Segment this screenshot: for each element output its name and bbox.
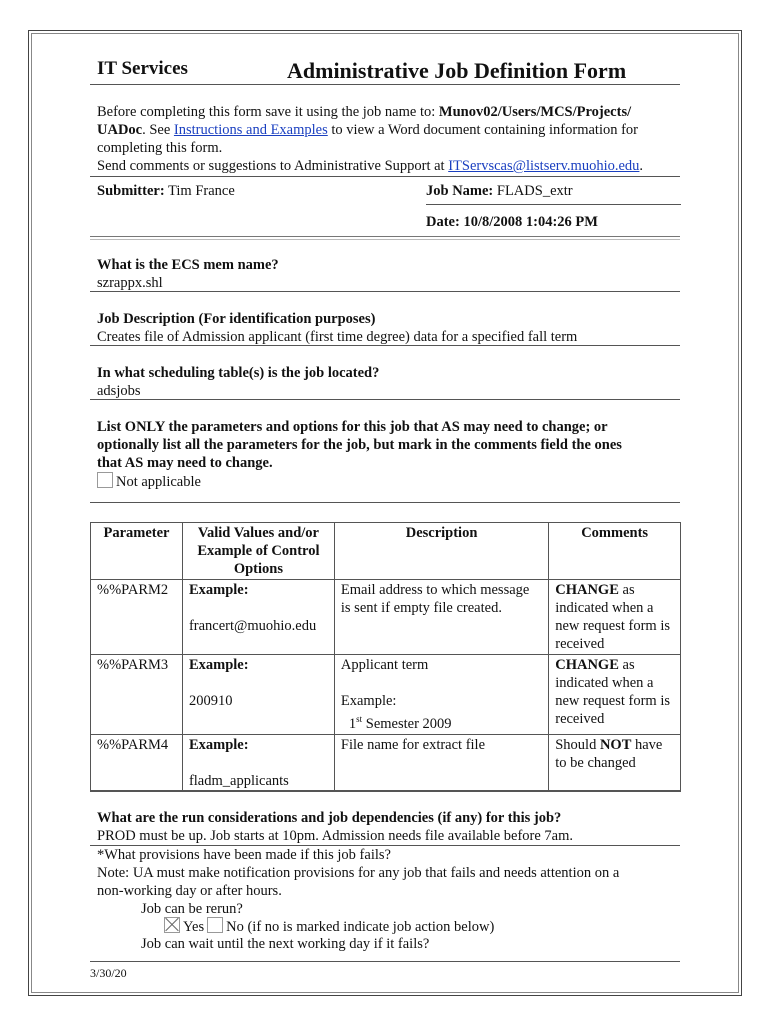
desc-question: Job Description (For identification purposes) — [97, 311, 376, 327]
col-header-comments: Comments — [549, 523, 681, 580]
param-cell[interactable]: %%PARM3 — [91, 655, 183, 735]
support-email-link[interactable]: ITServscas@listserv.muohio.edu — [448, 158, 640, 174]
not-applicable-option: Not applicable — [97, 472, 201, 491]
description-cell[interactable]: Email address to which message is sent if empty file created. — [334, 580, 548, 655]
col-header-parameter: Parameter — [91, 523, 183, 580]
params-divider — [90, 502, 680, 503]
sched-divider — [90, 399, 680, 400]
not-applicable-checkbox[interactable] — [97, 472, 113, 488]
ecs-question: What is the ECS mem name? — [97, 257, 279, 273]
header-divider — [90, 84, 680, 85]
table-row — [91, 655, 681, 735]
table-bottom-divider — [90, 790, 680, 791]
rerun-options: Yes No (if no is marked indicate job action below) — [164, 917, 494, 936]
instructions-link[interactable]: Instructions and Examples — [173, 122, 328, 138]
wait-question: Job can wait until the next working day if it fails? — [141, 936, 430, 952]
submitter: Submitter: Tim France — [97, 183, 235, 199]
run-question: What are the run considerations and job dependencies (if any) for this job? — [97, 810, 562, 826]
rerun-question: Job can be rerun? — [141, 901, 243, 917]
intro-line-3: completing this form. — [97, 140, 223, 156]
params-intro-1: List ONLY the parameters and options for this job that AS may need to change; or — [97, 419, 608, 435]
example-cell[interactable]: Example: 200910 — [182, 655, 334, 735]
params-intro-2: optionally list all the parameters for the job, but mark in the comments field the ones — [97, 437, 622, 453]
description-cell[interactable]: File name for extract file — [334, 734, 548, 791]
form-title: Administrative Job Definition Form — [287, 58, 627, 83]
comments-cell[interactable]: Should NOT have to be changed — [549, 734, 681, 791]
provisions-question: *What provisions have been made if this job fails? — [97, 847, 391, 863]
desc-divider — [90, 345, 680, 346]
footer-date: 3/30/20 — [90, 966, 127, 980]
note-line-2: non-working day or after hours. — [97, 883, 282, 899]
job-name: Job Name: FLADS_extr — [426, 183, 573, 199]
table-row — [91, 580, 681, 655]
job-name-value[interactable]: FLADS_extr — [493, 183, 573, 199]
sched-answer[interactable]: adsjobs — [97, 383, 141, 399]
intro-line-2: UADoc. See Instructions and Examples to view a Word document containing information for — [97, 122, 639, 138]
rerun-no-checkbox[interactable] — [207, 917, 223, 933]
example-cell[interactable]: Example: francert@muohio.edu — [182, 580, 334, 655]
desc-answer[interactable]: Creates file of Admission applicant (first time degree) data for a specified fall term — [97, 329, 578, 345]
description-cell[interactable]: Applicant term Example: 1st Semester 2009 — [334, 655, 548, 735]
param-cell[interactable]: %%PARM4 — [91, 734, 183, 791]
note-line-1: Note: UA must make notification provisions for any job that fails and needs attention on a — [97, 865, 620, 881]
footer-divider — [90, 961, 680, 962]
col-header-valid-values: Valid Values and/or Example of Control Options — [182, 523, 334, 580]
comments-cell[interactable]: CHANGE as indicated when a new request form is received — [549, 580, 681, 655]
example-cell[interactable]: Example: fladm_applicants — [182, 734, 334, 791]
intro-line-4: Send comments or suggestions to Administrative Support at ITServscas@listserv.muohio.edu. — [97, 158, 644, 174]
date-field: Date: 10/8/2008 1:04:26 PM — [426, 214, 598, 230]
intro-divider — [90, 176, 680, 177]
run-answer[interactable]: PROD must be up. Job starts at 10pm. Admission needs file available before 7am. — [97, 828, 574, 844]
rerun-yes-checkbox[interactable] — [164, 917, 180, 933]
sched-question: In what scheduling table(s) is the job located? — [97, 365, 380, 381]
meta-divider — [426, 204, 681, 205]
submitter-value[interactable]: Tim France — [164, 183, 235, 199]
params-intro-3: that AS may need to change. — [97, 455, 273, 471]
col-header-description: Description — [334, 523, 548, 580]
org-name: IT Services — [97, 58, 188, 79]
table-row — [91, 734, 681, 791]
parameters-table — [90, 522, 681, 792]
param-cell[interactable]: %%PARM2 — [91, 580, 183, 655]
comments-cell[interactable]: CHANGE as indicated when a new request form is received — [549, 655, 681, 735]
table-header-row — [91, 523, 681, 580]
intro-line-1: Before completing this form save it using the job name to: Munov02/Users/MCS/Projects/ — [97, 104, 632, 120]
ecs-divider — [90, 291, 680, 292]
ecs-answer[interactable]: szrappx.shl — [97, 275, 163, 291]
meta-bottom-divider — [90, 236, 680, 240]
